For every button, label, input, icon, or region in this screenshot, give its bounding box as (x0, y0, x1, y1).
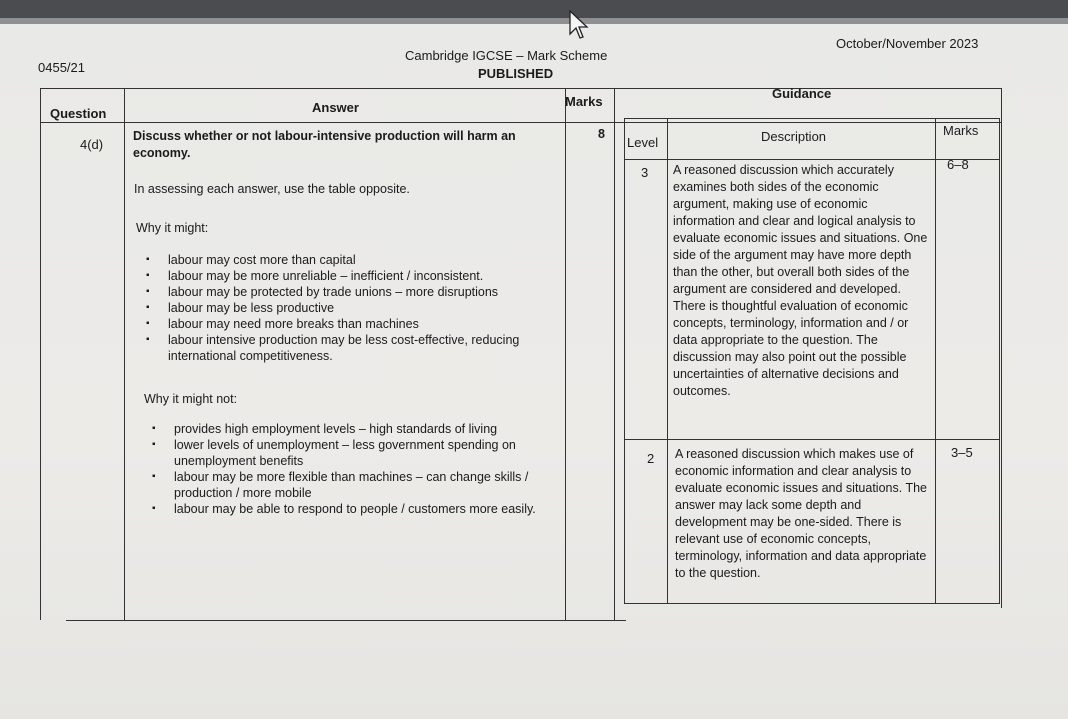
level-description: A reasoned discussion which accurately examines both sides of the economic argument, making use of economic information and clear and logical analysis to evaluate economic issues and situations. One side of the argument may have more depth than the other, but overall both sides of the argument are considered and developed. There is thoughtful evaluation of economic concepts, terminology, information and / or data appropriate to the question. The discussion may also point out the possible uncertainties of alternative decisions and outcomes. (673, 163, 928, 398)
marks-column-divider (614, 88, 615, 620)
guidance-column-header: Guidance (772, 86, 832, 101)
question-column-divider (124, 88, 125, 620)
why-might-heading: Why it might: (136, 221, 209, 235)
level-description: A reasoned discussion which makes use of economic information and clear analysis to evaluate economic issues and situations. The answer may lack some depth and development may be one-sided. There is relevant use of economic concepts, terminology, information and data appropriate to the question. (675, 447, 928, 580)
description-column-divider (935, 119, 936, 603)
answer-column-header: Answer (312, 100, 359, 115)
level-column-divider (667, 119, 668, 603)
list-item: ▪ labour may need more breaks than machines (138, 316, 558, 332)
marks-column-header: Marks (943, 123, 979, 138)
paper-code: 0455/21 (38, 60, 85, 75)
list-item: ▪ provides high employment levels – high standards of living (144, 421, 554, 437)
why-not-list (144, 421, 554, 517)
list-item: ▪ labour may be less productive (138, 300, 558, 316)
levels-header-divider (625, 159, 999, 160)
question-text: Discuss whether or not labour-intensive production will harm an economy. (133, 129, 516, 160)
table-left-border (40, 88, 41, 620)
list-item: ▪ lower levels of unemployment – less government spending on unemployment benefits (144, 437, 554, 469)
mouse-pointer-icon (568, 10, 590, 40)
list-item: ▪ labour may be protected by trade unions – more disruptions (138, 284, 558, 300)
question-marks: 8 (598, 127, 605, 141)
list-item: ▪ labour may be more flexible than machines – can change skills / production / more mobile (144, 469, 554, 501)
table-bottom-border (66, 620, 626, 621)
question-column-header: Question (50, 106, 107, 121)
document-title: Cambridge IGCSE – Mark Scheme (405, 48, 608, 63)
marks-column-header: Marks (565, 94, 603, 109)
levels-table (624, 118, 1000, 604)
table-right-border (1001, 88, 1002, 608)
assessment-instruction: In assessing each answer, use the table opposite. (134, 182, 410, 196)
answer-column-divider (565, 88, 566, 620)
list-item: ▪ labour intensive production may be less cost-effective, reducing international competitiveness. (138, 332, 538, 364)
exam-session: October/November 2023 (836, 36, 979, 51)
question-number: 4(d) (80, 137, 104, 152)
table-top-border (40, 88, 1002, 89)
list-item: ▪ labour may be able to respond to people / customers more easily. (144, 501, 554, 517)
why-not-heading: Why it might not: (144, 392, 238, 406)
why-might-list (138, 252, 558, 364)
level-marks: 6–8 (947, 157, 969, 172)
level-marks: 3–5 (951, 445, 973, 460)
list-item: ▪ labour may cost more than capital (138, 252, 558, 268)
level-number: 3 (641, 165, 649, 180)
top-dark-bar (0, 0, 1068, 18)
level-number: 2 (647, 451, 655, 466)
level-column-header: Level (627, 135, 659, 150)
levels-row-divider (625, 439, 999, 440)
description-column-header: Description (761, 129, 827, 144)
list-item: ▪ labour may be more unreliable – inefficient / inconsistent. (138, 268, 558, 284)
published-label: PUBLISHED (478, 66, 554, 81)
